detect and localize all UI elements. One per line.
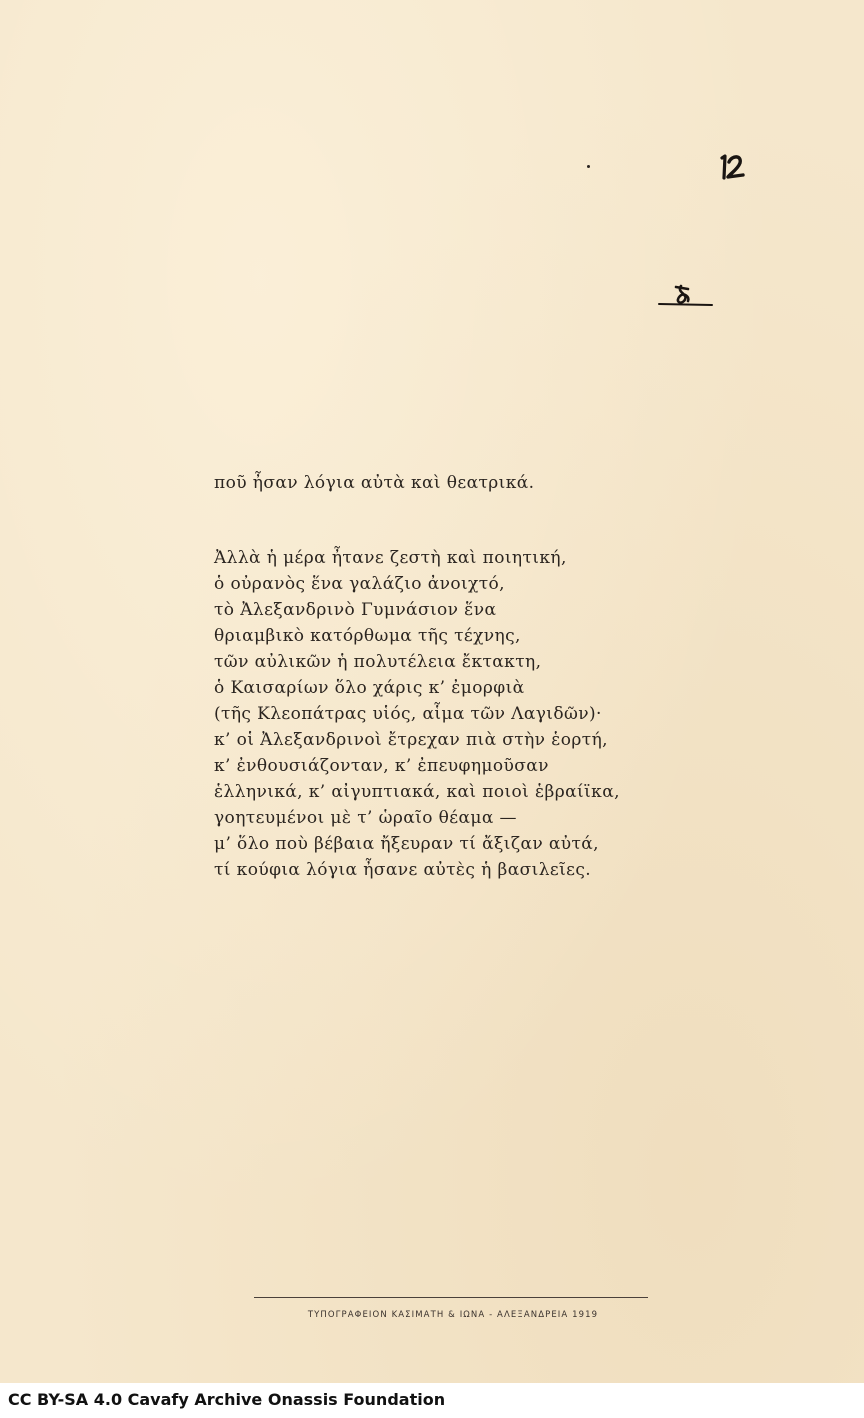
poem-line: (τῆς Κλεοπάτρας υἱός, αἷμα τῶν Λαγιδῶν)·	[214, 704, 602, 724]
poem-line: κ’ οἱ Ἀλεξανδρινοὶ ἔτρεχαν πιὰ στὴν ἑορτή,	[214, 730, 608, 750]
credit-bar	[0, 1383, 864, 1418]
poem-line: ὁ οὐρανὸς ἕνα γαλάζιο ἀνοιχτό,	[214, 574, 505, 594]
poem-line: ποῦ ἦσαν λόγια αὐτὰ καὶ θεατρικά.	[214, 473, 535, 493]
footer-rule	[254, 1297, 648, 1298]
handwritten-mark	[656, 281, 714, 309]
poem-line: τί κούφια λόγια ἦσανε αὐτὲς ἡ βασιλεῖες.	[214, 860, 592, 880]
poem-line: ἑλληνικά, κ’ αἰγυπτιακά, καὶ ποιοὶ ἑβραίϊκα,	[214, 782, 620, 802]
poem-line: Ἀλλὰ ἡ μέρα ἦτανε ζεστὴ καὶ ποιητική,	[214, 548, 567, 568]
ink-speck	[587, 165, 590, 168]
handwritten-page-number	[716, 150, 756, 184]
poem-line: ὁ Καισαρίων ὅλο χάρις κ’ ἐμορφιὰ	[214, 678, 525, 698]
printer-imprint: ΤΥΠΟΓΡΑΦΕΙΟΝ ΚΑΣΙΜΑΤΗ & ΙΩΝΑ - ΑΛΕΞΑΝΔΡΕΙΑ 1919	[307, 1310, 599, 1320]
poem-line: μ’ ὅλο ποὺ βέβαια ἤξευραν τί ἄξιζαν αὐτά,	[214, 834, 599, 854]
poem-line: τὸ Ἀλεξανδρινὸ Γυμνάσιον ἕνα	[214, 600, 497, 620]
poem-line: γοητευμένοι μὲ τ’ ὡραῖο θέαμα —	[214, 808, 517, 828]
poem-line: τῶν αὐλικῶν ἡ πολυτέλεια ἔκτακτη,	[214, 652, 542, 672]
poem-line: θριαμβικὸ κατόρθωμα τῆς τέχνης,	[214, 626, 521, 646]
license-credit: CC BY-SA 4.0 Cavafy Archive Onassis Foundation	[8, 1390, 446, 1409]
poem-line: κ’ ἐνθουσιάζονταν, κ’ ἐπευφημοῦσαν	[214, 756, 549, 776]
